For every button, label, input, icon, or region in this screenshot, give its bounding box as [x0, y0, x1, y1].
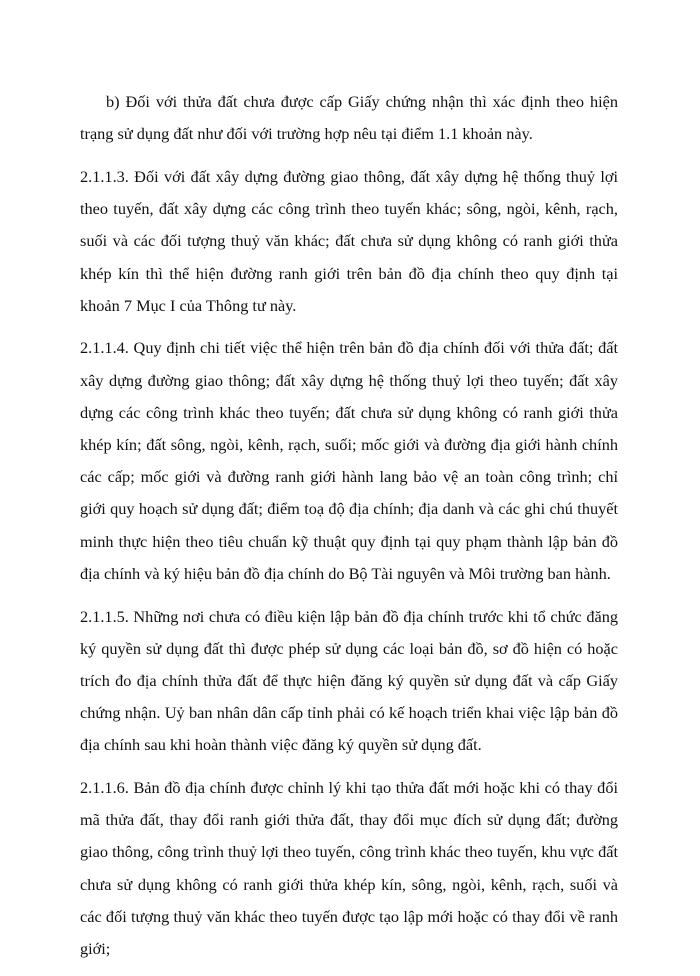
paragraph-2-1-1-5: 2.1.1.5. Những nơi chưa có điều kiện lập bản đồ địa chính trước khi tổ chức đăng ký quyền sử dụng đất thì được phép sử dụng các loại bản đồ, sơ đồ hiện có hoặc trích đo địa chính thửa đất để thực hiện đăng ký quyền sử dụng đất và cấp Giấy chứng nhận. Uỷ ban nhân dân cấp tỉnh phải có kế hoạch triển khai việc lập bản đồ địa chính sau khi hoàn thành việc đăng ký quyền sử dụng đất.	[80, 606, 618, 755]
paragraph-2-1-1-3: 2.1.1.3. Đối với đất xây dựng đường giao thông, đất xây dựng hệ thống thuỷ lợi theo tuyến, đất xây dựng các công trình theo tuyến khác; sông, ngòi, kênh, rạch, suối và các đối tượng thuỷ văn khác; đất chưa sử dụng không có ranh giới thửa khép kín thì thể hiện đường ranh giới trên bản đồ địa chính theo quy định tại khoản 7 Mục I của Thông tư này.	[80, 166, 618, 315]
paragraph-2-1-1-6: 2.1.1.6. Bản đồ địa chính được chỉnh lý khi tạo thửa đất mới hoặc khi có thay đổi mã thửa đất, thay đổi ranh giới thửa đất, thay đổi mục đích sử dụng đất; đường giao thông, công trình thuỷ lợi theo tuyến, công trình khác theo tuyến, khu vực đất chưa sử dụng không có ranh giới thửa khép kín, sông, ngòi, kênh, rạch, suối và các đối tượng thuỷ văn khác theo tuyến được tạo lập mới hoặc có thay đổi về ranh giới;	[80, 778, 618, 959]
document-body	[80, 86, 618, 976]
paragraph-b: b) Đối với thửa đất chưa được cấp Giấy chứng nhận thì xác định theo hiện trạng sử dụng đất như đối với trường hợp nêu tại điểm 1.1 khoản này.	[80, 92, 618, 144]
paragraph-2-1-1-4: 2.1.1.4. Quy định chi tiết việc thể hiện trên bản đồ địa chính đối với thửa đất; đất xây dựng đường giao thông; đất xây dựng hệ thống thuỷ lợi theo tuyến; đất xây dựng các công trình khác theo tuyến; đất chưa sử dụng không có ranh giới thửa khép kín; đất sông, ngòi, kênh, rạch, suối; mốc giới và đường địa giới hành chính các cấp; mốc giới và đường ranh giới hành lang bảo vệ an toàn công trình; chỉ giới quy hoạch sử dụng đất; điểm toạ độ địa chính; địa danh và các ghi chú thuyết minh thực hiện theo tiêu chuẩn kỹ thuật quy định tại quy phạm thành lập bản đồ địa chính và ký hiệu bản đồ địa chính do Bộ Tài nguyên và Môi trường ban hành.	[80, 338, 618, 583]
